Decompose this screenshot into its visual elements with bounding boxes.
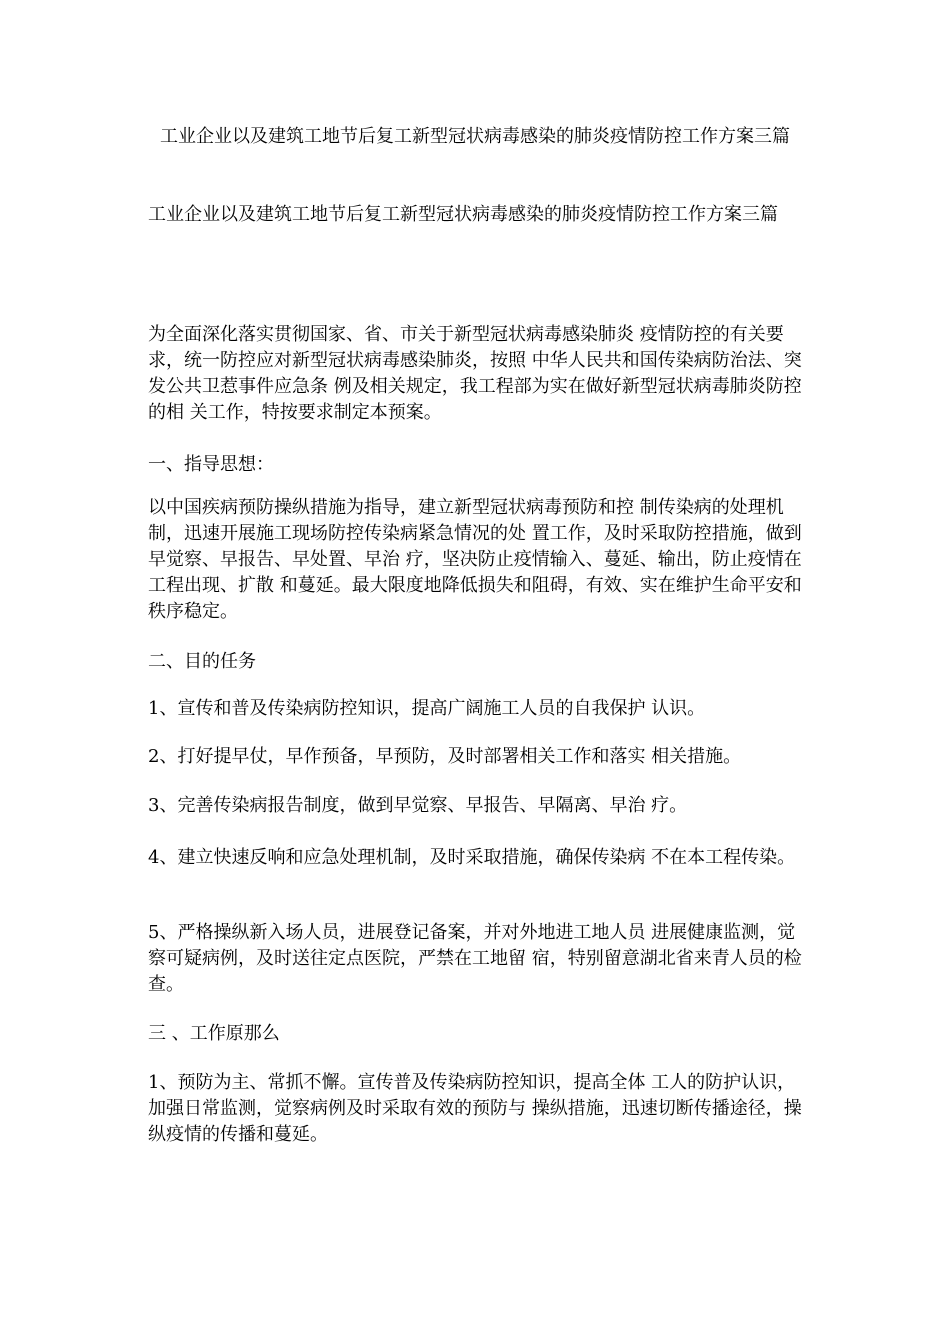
guiding-thought-paragraph: 以中国疾病预防操纵措施为指导，建立新型冠状病毒预防和控 制传染病的处理机制，迅速开展施工现场防控传染病紧急情况的处 置工作，及时采取防控措施，做到早觉察、早报告、早处置、早治 疗，坚决防止疫情输入、蔓延、输出，防止疫情在工程出现、扩散 和蔓延。最大限度地降低损失和阻碍，有效、实在维护生命平安和 秩序稳定。 — [148, 497, 802, 622]
document-title: 工业企业以及建筑工地节后复工新型冠状病毒感染的肺炎疫情防控工作方案三篇 — [160, 126, 790, 147]
section-heading-principles: 三 、工作原那么 — [148, 1023, 280, 1044]
objective-item-2: 2、打好提早仗，早作预备，早预防，及时部署相关工作和落实 相关措施。 — [148, 746, 742, 767]
principle-item-1: 1、预防为主、常抓不懈。宣传普及传染病防控知识，提高全体 工人的防护认识，加强日常监测，觉察病例及时采取有效的预防与 操纵措施，迅速切断传播途径，操纵疫情的传播和蔓延。 — [148, 1072, 802, 1145]
section-heading-objectives: 二、目的任务 — [148, 651, 256, 672]
objective-item-3: 3、完善传染病报告制度，做到早觉察、早报告、早隔离、早治 疗。 — [148, 795, 688, 816]
intro-paragraph: 为全面深化落实贯彻国家、省、市关于新型冠状病毒感染肺炎 疫情防控的有关要求，统一防控应对新型冠状病毒感染肺炎，按照 中华人民共和国传染病防治法、突发公共卫惹事件应急条 例及相关规定，我工程部为实在做好新型冠状病毒肺炎防控的相 关工作，特按要求制定本预案。 — [148, 324, 802, 423]
objective-item-4: 4、建立快速反响和应急处理机制，及时采取措施，确保传染病 不在本工程传染。 — [148, 847, 796, 868]
objective-item-5: 5、严格操纵新入场人员，进展登记备案，并对外地进工地人员 进展健康监测，觉察可疑病例，及时送往定点医院，严禁在工地留 宿，特别留意湖北省来青人员的检查。 — [148, 922, 802, 995]
document-subtitle: 工业企业以及建筑工地节后复工新型冠状病毒感染的肺炎疫情防控工作方案三篇 — [148, 204, 778, 225]
objective-item-1: 1、宣传和普及传染病防控知识，提高广阔施工人员的自我保护 认识。 — [148, 698, 706, 719]
section-heading-guiding-thought: 一、指导思想： — [148, 454, 274, 475]
